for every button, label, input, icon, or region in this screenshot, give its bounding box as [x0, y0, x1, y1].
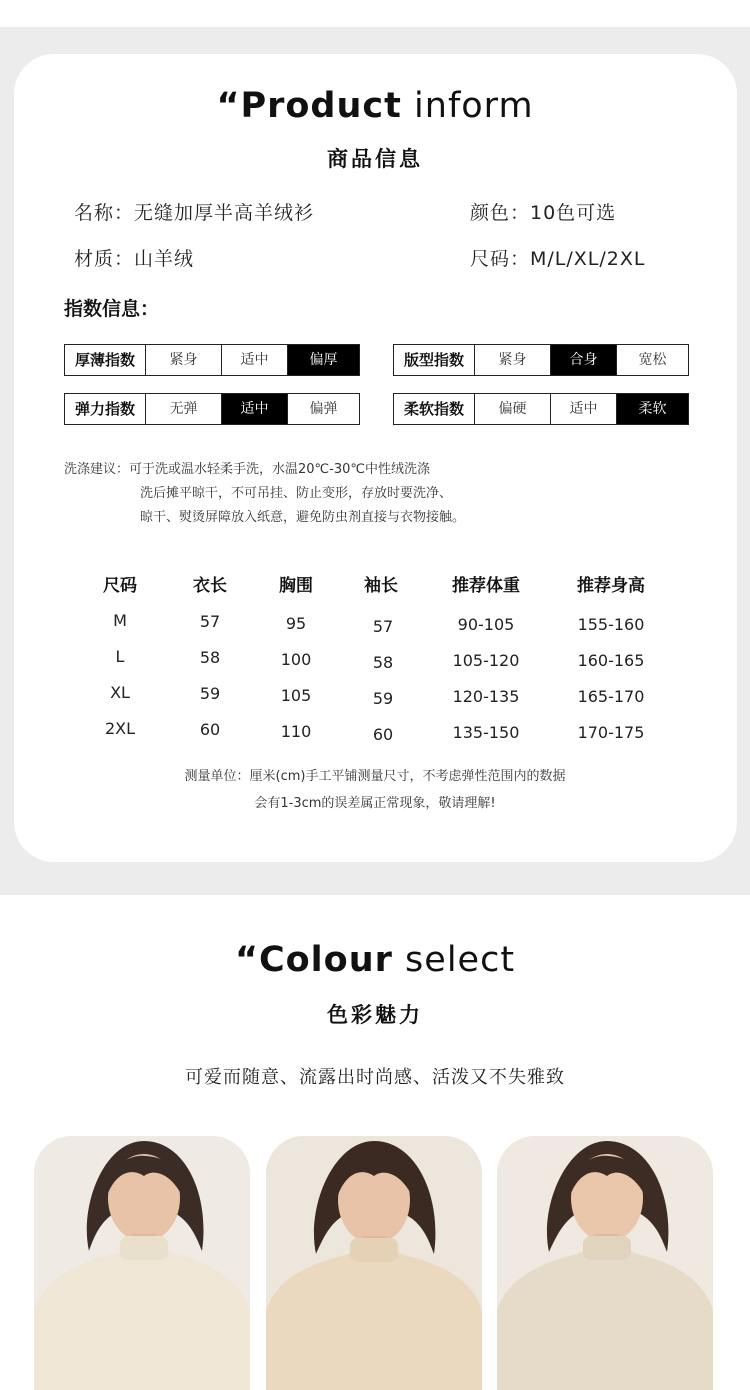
index-option: 偏硬: [474, 394, 550, 424]
heading-light-word: inform: [414, 86, 534, 126]
index-option-selected: 适中: [221, 394, 287, 424]
size-cell: 90-105: [457, 615, 515, 634]
model-illustration: [34, 1136, 250, 1390]
index-option: 适中: [221, 345, 287, 375]
size-cell: 2XL: [104, 719, 136, 738]
colour-tagline: 可爱而随意、流露出时尚感、活泼又不失雅致: [185, 1067, 565, 1088]
index-title: 厚薄指数: [74, 351, 135, 369]
size-cell: 155-160: [577, 615, 645, 634]
size-cell: 110: [280, 722, 312, 741]
size-cell: 95: [285, 614, 307, 633]
heading-strong-word: Colour: [258, 940, 393, 980]
size-cell: 170-175: [577, 723, 645, 742]
product-heading-cn: 商品信息: [327, 147, 423, 171]
index-option-selected: 柔软: [616, 394, 688, 424]
model-photo: [266, 1136, 482, 1390]
index-title: 柔软指数: [403, 400, 464, 418]
index-table-softness: [393, 393, 689, 425]
size-cell: 60: [372, 725, 394, 744]
size-cell: 57: [199, 612, 221, 631]
size-header: 推荐身高: [577, 576, 645, 596]
size-cell: M: [113, 611, 127, 630]
size-cell: 59: [199, 684, 221, 703]
heading-quote-mark: “: [234, 940, 259, 980]
size-cell: 165-170: [577, 687, 645, 706]
care-line-3: 晾干、熨烫屏障放入纸意，避免防虫剂直接与衣物接触。: [140, 510, 466, 525]
size-header: 衣长: [193, 576, 227, 596]
index-option: 无弹: [145, 394, 221, 424]
model-photo: [497, 1136, 713, 1390]
size-cell: 58: [372, 653, 394, 672]
index-option: 宽松: [616, 345, 688, 375]
heading-strong-word: Product: [240, 86, 402, 126]
product-size: 尺码：M/L/XL/2XL: [470, 248, 646, 270]
product-color: 颜色：10色可选: [470, 202, 617, 224]
index-title: 版型指数: [403, 351, 464, 369]
size-header: 尺码: [103, 576, 137, 596]
care-line-2: 洗后摊平晾干，不可吊挂、防止变形，存放时要洗净、: [140, 486, 453, 501]
size-header: 袖长: [364, 576, 398, 596]
index-option: 适中: [550, 394, 616, 424]
index-option: 紧身: [474, 345, 550, 375]
size-cell: 160-165: [577, 651, 645, 670]
index-option: 紧身: [145, 345, 221, 375]
index-table-elasticity: [64, 393, 360, 425]
size-header: 推荐体重: [452, 576, 520, 596]
model-illustration: [266, 1136, 482, 1390]
product-material: 材质：山羊绒: [74, 248, 195, 270]
model-photo: [34, 1136, 250, 1390]
care-line-1: 洗涤建议：可于洗或温水轻柔手洗，水温20℃-30℃中性绒洗涤: [64, 462, 430, 477]
size-cell: 59: [372, 689, 394, 708]
size-cell: XL: [110, 683, 130, 702]
heading-light-word: select: [405, 940, 516, 980]
index-title: 弹力指数: [74, 400, 135, 418]
heading-quote-mark: “: [216, 86, 241, 126]
colour-heading-cn: 色彩魅力: [327, 1003, 423, 1027]
size-cell: 58: [199, 648, 221, 667]
measure-note-line-2: 会有1-3cm的误差属正常现象，敬请理解!: [254, 796, 496, 811]
size-cell: 100: [280, 650, 312, 669]
product-heading: [0, 86, 750, 126]
size-cell: 105: [280, 686, 312, 705]
colour-heading: [0, 940, 750, 980]
product-name: 名称：无缝加厚半高羊绒衫: [74, 202, 315, 224]
size-cell: 105-120: [452, 651, 520, 670]
index-option-selected: 合身: [550, 345, 616, 375]
index-option: 偏弹: [287, 394, 359, 424]
size-cell: 57: [372, 617, 394, 636]
model-illustration: [497, 1136, 713, 1390]
size-cell: 135-150: [452, 723, 520, 742]
size-cell: L: [115, 647, 125, 666]
size-cell: 60: [199, 720, 221, 739]
size-header: 胸围: [279, 576, 313, 596]
index-table-thickness: [64, 344, 360, 376]
size-cell: 120-135: [452, 687, 520, 706]
measure-note-line-1: 测量单位：厘米(cm)手工平铺测量尺寸，不考虑弹性范围内的数据: [184, 769, 566, 784]
index-info-label: 指数信息：: [64, 298, 160, 320]
index-option-selected: 偏厚: [287, 345, 359, 375]
index-table-fit: [393, 344, 689, 376]
